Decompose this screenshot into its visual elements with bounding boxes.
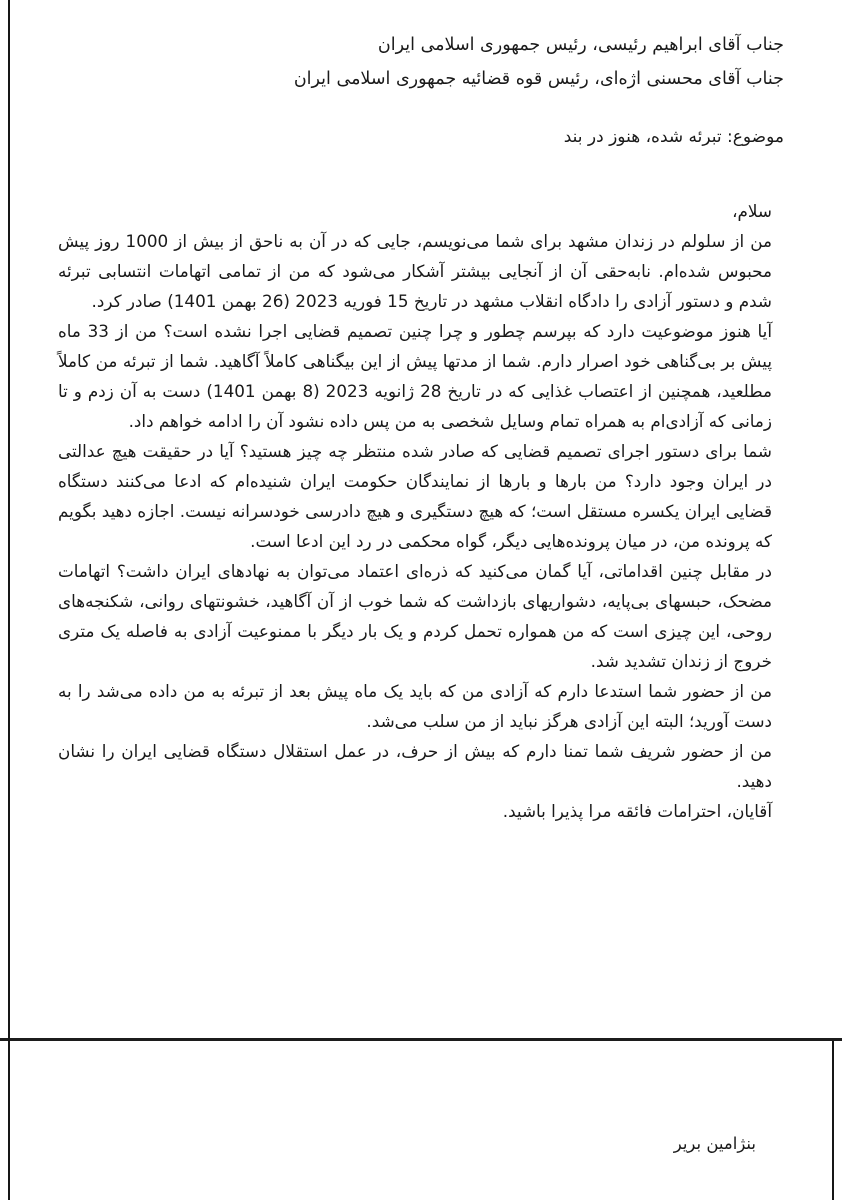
letter-signature: بنژامین بریر [673,1134,756,1153]
letter-paragraph: در مقابل چنین اقداماتی، آیا گمان می‌کنید که ذره‌ای اعتماد می‌توان به نهادهای ایران داشت؟ اتهامات مضحک، حبسهای بی‌پایه، دشواریهای بازداشت که شما خوب از آن آگاهید، خشونتهای روانی، شکنجه‌های روحی، این چیزی است که من همواره تحمل کردم و یک بار دیگر با ممنوعیت آزادی به فاصله یک متری خروج از زندان تشدید شد. [58,561,772,671]
letter-closing: آقایان، احترامات فائقه مرا پذیرا باشید. [502,801,772,821]
letter-paragraph: من از حضور شریف شما تمنا دارم که بیش از حرف، در عمل استقلال دستگاه قضایی ایران را نشان دهید. [58,741,772,791]
letter-greeting: سلام، [732,201,772,221]
letter-paragraph: شما برای دستور اجرای تصمیم قضایی که صادر شده منتظر چه چیز هستید؟ آیا در حقیقت هیچ عدالتی در ایران وجود دارد؟ من بارها و بارها از نمایندگان حکومت ایران شنیده‌ام که ادعا می‌کنند دستگاه قضایی ایران یکسره مستقل است؛ که هیچ دستگیری و هیچ دادرسی خودسرانه نیست. اجازه دهید بگویم که پرونده من، در میان پرونده‌هایی دیگر، گواه محکمی در رد این ادعا است. [58,441,772,551]
addressee-line: جناب آقای ابراهیم رئیسی، رئیس جمهوری اسلامی ایران [377,35,784,55]
letter-body [58,176,772,826]
signature-page [0,1041,842,1200]
letter-paragraph: آیا هنوز موضوعیت دارد که بپرسم چطور و چرا چنین تصمیم قضایی اجرا نشده است؟ من از 33 ماه پیش بر بی‌گناهی خود اصرار دارم. شما از مدتها پیش از این بیگناهی کاملاً آگاهید. شما از تبرئه من کاملاً مطلعید، همچنین از اعتصاب غذایی که در تاریخ 28 ژانویه 2023 (8 بهمن 1401) دست به آن زدم و تا زمانی که آزادی‌ام به همراه تمام وسایل شخصی به من پس داده نشود آن را ادامه خواهم داد. [58,321,773,431]
left-border-line [8,0,10,1200]
letter-paragraph: من از حضور شما استدعا دارم که آزادی من که باید یک ماه پیش بعد از تبرئه به من داده می‌شد را به دست آورید؛ البته این آزادی هرگز نباید از من سلب می‌شد. [58,681,772,731]
letter-paragraph: من از سلولم در زندان مشهد برای شما می‌نویسم، جایی که در آن به ناحق از بیش از 1000 روز پیش محبوس شده‌ام. نابه‌حقی آن از آنجایی بیشتر آشکار می‌شود که من از تمامی اتهامات انتسابی تبرئه شدم و دستور آزادی را دادگاه انقلاب مشهد در تاریخ 15 فوریه 2023 (26 بهمن 1401) صادر کرد. [58,231,773,311]
letter-header [252,28,784,152]
right-border-line [832,1041,834,1200]
addressee-line: جناب آقای محسنی اژه‌ای، رئیس قوه قضائیه جمهوری اسلامی ایران [293,69,784,89]
letter-subject: موضوع: تبرئه شده، هنوز در بند [563,127,784,147]
